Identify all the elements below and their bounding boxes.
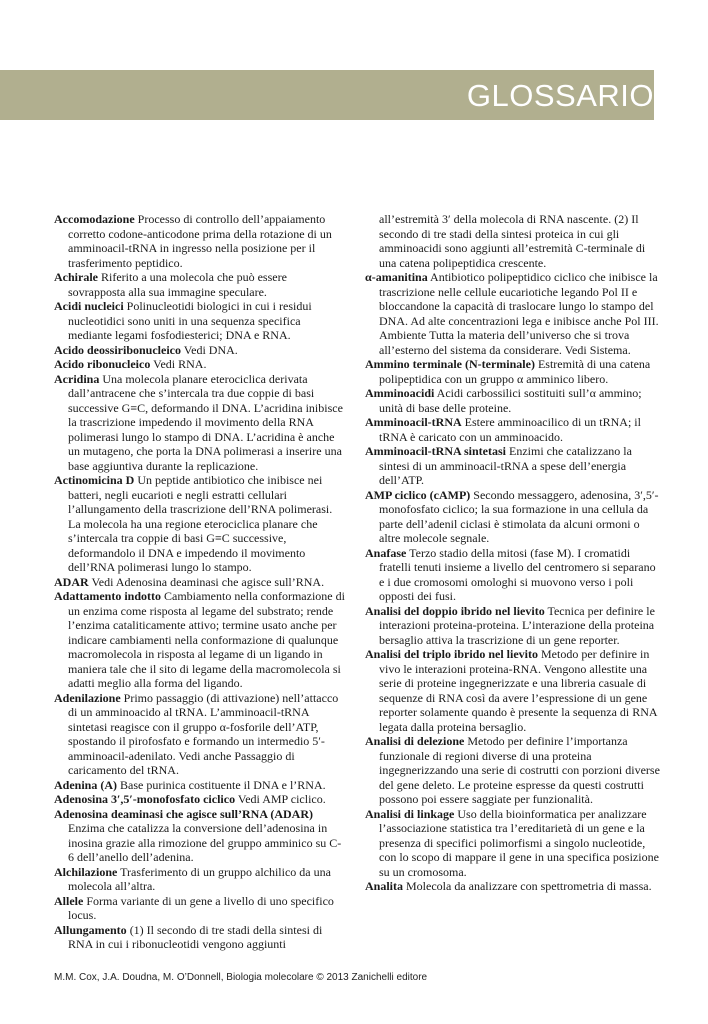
glossary-definition: Vedi DNA. (181, 342, 238, 357)
glossary-term: Acidi nucleici (54, 299, 124, 313)
glossary-term: Acridina (54, 371, 100, 386)
glossary-entry (54, 212, 346, 270)
header-band (0, 70, 654, 120)
glossary-term: Analisi del triplo ibrido nel lievito (365, 647, 539, 661)
glossary-entry (54, 343, 346, 358)
glossary-term: Adenilazione (54, 690, 121, 705)
glossary-definition: Polinucleotidi biologici in cui i residui nucleotidici sono uniti in una sequenza specifica mediante legami fosfodiesterici; DNA e RNA. (68, 299, 312, 342)
glossary-term: Amminoacil-tRNA (365, 415, 462, 429)
glossary-entry (54, 357, 346, 372)
glossary-definition: Trasferimento di un gruppo alchilico da una molecola all’altra. (68, 864, 331, 893)
glossary-definition: Enzimi che catalizzano la sintesi di un amminoacil-tRNA a spese dell’energia dell’ATP. (379, 444, 632, 487)
glossary-entry (365, 212, 660, 270)
glossary-entry (365, 879, 660, 894)
glossary-definition: Uso della bioinformatica per analizzare l’associazione statistica tra l’ereditarietà di un gene e la presenza di specifici polimorfismi a singolo nucleotide, con lo scopo di mappare il gene in una specifica posizione su un cromosoma. (379, 806, 659, 879)
glossary-entry (54, 778, 346, 793)
glossary-term: Adenina (A) (54, 777, 118, 792)
glossary-definition: Estremità di una catena polipeptidica con un gruppo α amminico libero. (379, 357, 651, 386)
glossary-definition: all’estremità 3′ della molecola di RNA nascente. (2) Il secondo di tre stadi della sintesi proteica in cui gli amminoacidi sono aggiunti all’estremità C-terminale di una catena polipeptidica crescente. (379, 212, 646, 270)
glossary-definition: Estere amminoacilico di un tRNA; il tRNA è caricato con un amminoacido. (379, 415, 641, 444)
glossary-definition: Forma variante di un gene a livello di uno specifico locus. (68, 893, 334, 922)
glossary-entry (365, 647, 660, 734)
glossary-definition: Secondo messaggero, adenosina, 3′,5′-monofosfato ciclico; la sua formazione in una cellula da parte dell’adenil ciclasi è stimolata da alcuni ormoni o altre molecole segnale. (379, 487, 659, 545)
glossary-definition: Tecnica per definire le interazioni proteina-proteina. L’interazione della proteina bersaglio attiva la trascrizione di un gene reporter. (379, 603, 655, 647)
glossary-term: Anafase (365, 545, 407, 560)
glossary-definition: (1) Il secondo di tre stadi della sintesi di RNA in cui i ribonucleotidi vengono aggiunti (68, 922, 323, 951)
glossary-definition: Acidi carbossilici sostituiti sull’α ammino; unità di base delle proteine. (379, 386, 642, 415)
glossary-term: Analita (365, 879, 404, 893)
glossary-term: Ammino terminale (N-terminale) (365, 357, 535, 371)
footer-credit: M.M. Cox, J.A. Doudna, M. O’Donnell, Biologia molecolare © 2013 Zanichelli editore (54, 972, 428, 983)
glossary-term: Analisi di delezione (365, 734, 465, 748)
glossary-entry (54, 575, 346, 590)
glossary-term: Acido ribonucleico (54, 357, 151, 371)
glossary-term: Amminoacidi (365, 386, 435, 400)
glossary-entry (54, 589, 346, 691)
glossary-entry (365, 807, 660, 880)
glossary-term: Adenosina deaminasi che agisce sull’RNA (ADAR) (54, 806, 314, 821)
glossary-entry (365, 386, 660, 415)
glossary-term: Acido deossiribonucleico (54, 342, 182, 357)
glossary-term: Analisi di linkage (365, 806, 455, 821)
glossary-entry (365, 270, 660, 357)
glossary-entry (54, 270, 346, 299)
glossary-definition: Primo passaggio (di attivazione) nell’attacco di un amminoacido al tRNA. L’amminoacil-tRNA sintetasi reagisce con il gruppo α-fosforile dell’ATP, spostando il pirofosfato e formando un intermedio 5′-amminoacil-adenilato. Vedi anche Passaggio di caricamento del tRNA. (68, 690, 339, 777)
page-title: GLOSSARIO (466, 78, 654, 113)
glossary-term: Amminoacil-tRNA sintetasi (365, 444, 506, 458)
glossary-term: Accomodazione (54, 212, 135, 226)
glossary-entry (54, 473, 346, 575)
glossary-definition: Base purinica costituente il DNA e l’RNA. (117, 777, 326, 792)
glossary-definition: Cambiamento nella conformazione di un enzima come risposta al legame del substrato; rende l’enzima cataliticamente attivo; termine usato anche per indicare cambiamenti nella conformazione di qualunque macromolecola in risposta al legame di un ligando in maniera tale che il sito di legame della macromolecola si adatti meglio alla forma del ligando. (68, 589, 345, 690)
glossary-term: Actinomicina D (54, 473, 135, 487)
glossary-entry (54, 372, 346, 474)
glossary-definition: Vedi Adenosina deaminasi che agisce sull’RNA. (88, 574, 325, 589)
glossary-entry (54, 894, 346, 923)
glossary-entry (54, 807, 346, 865)
glossary-column-right (365, 212, 660, 894)
glossary-entry (54, 691, 346, 778)
glossary-definition: Un peptide antibiotico che inibisce nei batteri, negli eucarioti e negli estratti cellulari l’allungamento della trascrizione dell’RNA polimerasi. La molecola ha una regione eterociclica planare che s’intercala tra coppie di basi G≡C successive, deformandolo il DNA e impedendo il movimento dell’RNA polimerasi lungo lo stampo. (68, 473, 333, 574)
glossary-definition: Enzima che catalizza la conversione dell’adenosina in inosina grazie alla rimozione del gruppo amminico su C-6 dell’anello dell’adenina. (68, 821, 342, 864)
glossary-entry (365, 546, 660, 604)
glossary-entry (365, 357, 660, 386)
glossary-definition: Metodo per definire in vivo le interazioni proteina-RNA. Vengono allestite una serie di proteine ingegnerizzate e una libreria casuale di sequenze di RNA così da avere l’espressione di un gene reporter solamente quando è presente la sequenza di RNA legata dalla proteina bersaglio. (379, 647, 657, 734)
glossary-term: Adattamento indotto (54, 589, 161, 603)
glossary-term: α-amanitina (365, 270, 428, 284)
glossary-entry (365, 488, 660, 546)
glossary-definition: Processo di controllo dell’appaiamento corretto codone-anticodone prima della rotazione di un amminoacil-tRNA in ingresso nella posizione per il trasferimento peptidico. (68, 212, 332, 270)
glossary-entry (54, 299, 346, 343)
glossary-term: AMP ciclico (cAMP) (365, 487, 471, 502)
glossary-term: Achirale (54, 270, 98, 284)
glossary-definition: Terzo stadio della mitosi (fase M). I cromatidi fratelli tenuti insieme a livello del centromero si separano e i due cromosomi omologhi si muovono verso i poli opposti dei fusi. (379, 545, 656, 603)
glossary-definition: Molecola da analizzare con spettrometria di massa. (403, 879, 652, 893)
glossary-entry (365, 415, 660, 444)
glossary-definition: Vedi RNA. (150, 357, 207, 371)
glossary-term: Alchilazione (54, 864, 118, 879)
glossary-term: Adenosina 3′,5′-monofosfato ciclico (54, 792, 236, 806)
glossary-column-left (54, 212, 346, 952)
glossary-definition: Riferito a una molecola che può essere sovrapposta alla sua immagine speculare. (68, 270, 287, 299)
glossary-definition: Metodo per definire l’importanza funzionale di regioni diverse di una proteina ingegnerizzando una serie di costrutti con porzioni diverse del gene deleto. Le proteine espresse da questi costrutti possono poi essere saggiate per funzionalità. (379, 734, 660, 806)
glossary-term: Allungamento (54, 922, 127, 937)
glossary-definition: Antibiotico polipeptidico ciclico che inibisce la trascrizione nelle cellule eucariotiche legando Pol II e bloccandone la capacità di traslocare lungo lo stampo del DNA. Ad alte concentrazioni lega e inibisce anche Pol III. Ambiente Tutta la materia dell’universo che si trova all’esterno del sistema da considerare. Vedi Sistema. (379, 270, 659, 357)
glossary-definition: Una molecola planare eterociclica derivata dall’antracene che s’intercala tra due coppie di basi successive G≡C, deformando il DNA. L’acridina inibisce la trascrizione impedendo il movimento della RNA polimerasi lungo lo stampo di DNA. L’acridina è anche un mutageno, che porta la DNA polimerasi a inserire una base aggiuntiva durante la replicazione. (68, 371, 343, 473)
glossary-entry (365, 444, 660, 488)
glossary-term: Analisi del doppio ibrido nel lievito (365, 603, 545, 618)
glossary-entry (54, 923, 346, 952)
glossary-entry (54, 792, 346, 807)
glossary-entry (365, 604, 660, 648)
glossary-entry (54, 865, 346, 894)
glossary-term: ADAR (54, 574, 89, 589)
glossary-term: Allele (54, 893, 84, 908)
glossary-entry (365, 734, 660, 807)
glossary-definition: Vedi AMP ciclico. (235, 792, 326, 806)
